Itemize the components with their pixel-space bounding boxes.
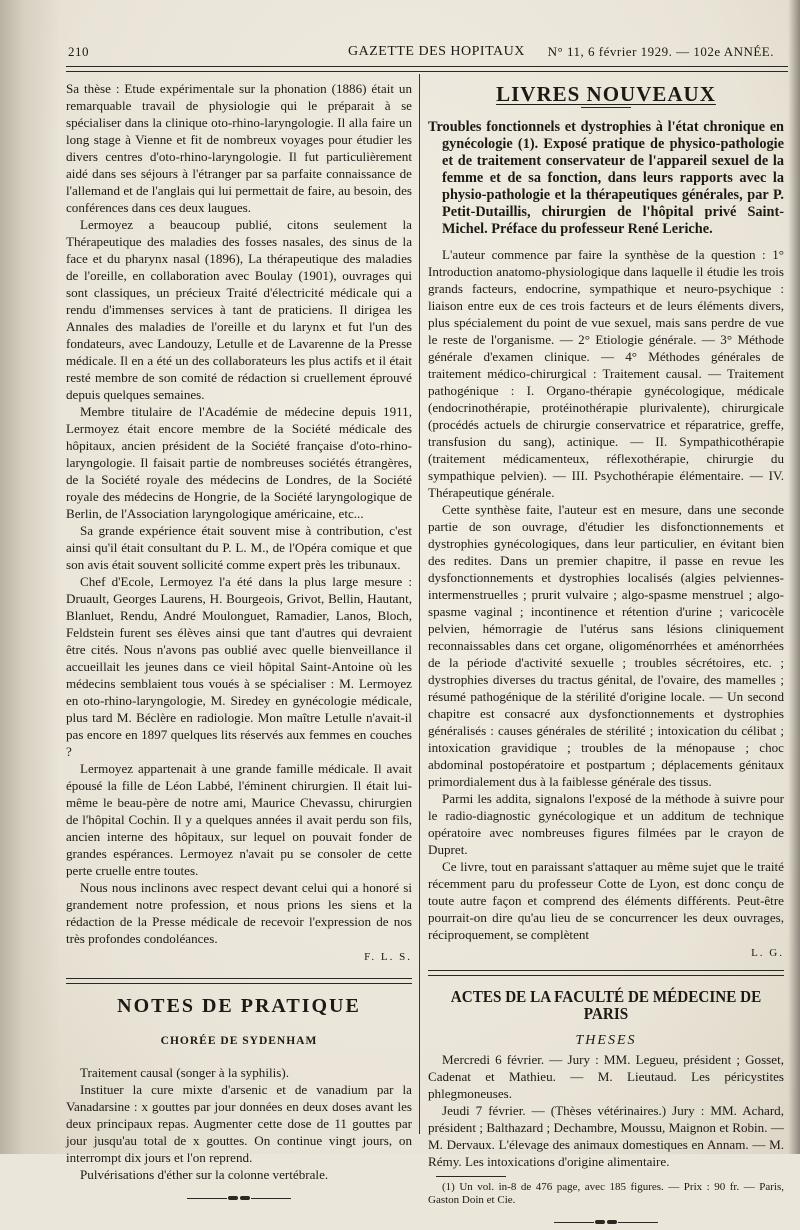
running-head [68,44,788,64]
book-spine-shadow [0,0,60,1154]
theses-label: THESES [575,1033,637,1048]
column-divider [419,74,420,1134]
livres-title: LIVRES NOUVEAUX [496,82,716,106]
book-heading: Troubles fonctionnels et dystrophies à l'état chronique en gynécologie (1). Exposé pratique de physico-pathologie et de traitement conservateur de l'appareil sexuel de la femme et de sa fonction, dans leurs rapports avec la physio-pathologie et la thérapeutiques générales, par P. Petit-Dutaillis, chirurgien de l'hôpital privé Saint-Michel. Préface du professeur René Leriche. [428,119,784,237]
section-rule [66,978,412,984]
article-paragraph: Membre titulaire de l'Académie de médecine depuis 1911, Lermoyez était encore membre de la Société médicale des hôpitaux, ancien président de la Société française d'oto-rhino-laryngologie. Il faisait partie de nombreuses sociétés étrangères, de la Société royale des médecins de Londres, de la Société royale des médecins de Hongrie, de la Société laryngologique de Berlin, de l'Association laryngologique américaine, etc... [66,404,412,521]
left-column [66,80,412,1206]
notes-title: NOTES DE PRATIQUE [117,995,361,1017]
title-ornament [428,107,784,119]
review-paragraph: Ce livre, tout en paraissant s'attaquer au même sujet que le traité récemment paru du professeur Cotte de Lyon, est donc conçu de toute autre façon et comprend des éléments différents. Peut-être pourrait-on dire qu'au lieu de se concurrencer les deux ouvrages, réciproquement, se complètent [428,859,784,942]
page-number: 210 [68,44,89,59]
article-paragraph: Sa thèse : Etude expérimentale sur la phonation (1886) était un remarquable travail de physiologie qui le préparait à se spécialiser dans la clinique oto-rhino-laryngologie. Il alla faire un long stage à Vienne et fit de nombreux voyages pour étudier les divers centres d'oto-rhino-laryngologie. Il fut particulièrement aidé dans ses séjours à l'étranger par sa parfaite connaissance de l'allemand et de l'anglais qui lui permettait de faire, au besoin, des conférences dans ces deux laugues. [66,81,412,215]
article-paragraph: Lermoyez appartenait à une grande famille médicale. Il avait épousé la fille de Léon Labbé, l'éminent chirurgien. Il était lui-même le beau-père de notre ami, Maurice Chevassu, chirurgien de l'hôpital Cochin. Il y a quelques années il avait perdu son fils, ancien interne des hôpitaux, sur lequel on pouvait fonder de grandes espérances. Lermoyez n'avait pu se consoler de cette perte cruelle entre toutes. [66,761,412,878]
article-signature: F. L. S. [364,951,412,963]
right-column [428,80,784,1230]
review-signature: L. G. [751,947,784,959]
journal-title: GAZETTE DES HOPITAUX [348,44,525,59]
footnote: (1) Un vol. in-8 de 476 page, avec 185 figures. — Prix : 90 fr. — Paris, Gaston Doin et Cie. [428,1181,784,1206]
actes-title: ACTES DE LA FACULTÉ DE MÉDECINE DE PARIS [450,987,762,1023]
theses-paragraph: Jeudi 7 février. — (Thèses vétérinaires.) Jury : MM. Achard, président ; Balthazard ; Dechambre, Moussu, Maignon et Robin. — M. Dervaux. L'élevage des animaux domestiques en Annam. — M. Rémy. Les intoxications d'origine alimentaire. [428,1103,784,1169]
review-paragraph: Parmi les addita, signalons l'exposé de la méthode à suivre pour le radio-diagnostic gynécologique et un additum de technique opératoire avec nombreuses figures filmées par le crayon de Dupret. [428,791,784,857]
end-ornament [66,1189,412,1206]
article-paragraph: Chef d'Ecole, Lermoyez l'a été dans la plus large mesure : Druault, Georges Laurens, H. Bourgeois, Grivot, Bellin, Hautant, Blanluet, Rendu, André Moulonguet, Ramadier, Lanos, Bloch, Feldstein furent ses élèves ainsi que tant d'autres qui devraient être cités. Nous n'avons pas oublié avec quelle bienveillance il accueillait les jeunes dans ce vieil hôpital Saint-Antoine où les médecins semblaient tous voués à se spécialiser : M. Lermoyez en oto-rhino-laryngologie, M. Siredey en gynécologie médicale, plus tard M. Béclère en radiologie. Mon maître Letulle n'avait-il pas encore en 1897 quelques lits réservés aux femmes en couches ? [66,574,412,759]
notes-paragraph: Pulvérisations d'éther sur la colonne vertébrale. [80,1167,329,1182]
notes-paragraph: Instituer la cure mixte d'arsenic et de vanadium par la Vanadarsine : x gouttes par jour données en deux doses avant les deux principaux repas. Augmenter cette dose de 11 gouttes par jour jusqu'au total de x gouttes. On continue vingt jours, on interrompt dix jours et l'on reprend. [66,1082,412,1165]
section-rule [428,970,784,976]
theses-paragraph: Mercredi 6 février. — Jury : MM. Legueu, président ; Gosset, Cadenat et Mathieu. — M. Lieutaud. Les péricystites phlegmoneuses. [428,1052,784,1101]
footnote-rule [436,1176,506,1177]
page-edge [788,0,800,1154]
header-rule [66,66,788,72]
review-paragraph: Cette synthèse faite, l'auteur est en mesure, dans une seconde partie de son ouvrage, d'étudier les disfonctionnements et dystrophies gynécologiques, dans leur particulier, en évitant bien des redites. Dans un premier chapitre, il passe en revue les dysfonctionnements et dystrophies localisés (algies pelviennes-intermenstruelles ; prurit vulvaire ; algo-spasme menstruel ; algo-spasme vaginal ; incontinence et rétention d'urine ; varicocèle pelvien, hémorragie de l'utérus sans lésions cliniquement reconnaissables dans cet organe, oligoménorrhées et aménorrhées de la période d'activité sexuelle ; troubles sécrétoires, etc. ; dystrophies diverses du tractus génital, de l'ovaire, des mamelles ; résumé pathogénique de la stérilité d'origine locale. — Un second chapitre est consacré aux dysfonctionnements et dystrophies généralisés : causes générales de stérilité ; intoxication du célibat ; intoxication gravidique ; troubles de la ménopause ; choc abdominal postopératoire et postpartum ; déplacements génitaux primordialement dus à la faiblesse générale des tissus. [428,502,784,789]
notes-subheading: CHORÉE DE SYDENHAM [160,1035,318,1047]
article-paragraph: Sa grande expérience était souvent mise à contribution, c'est ainsi qu'il était consultant du P. L. M., de l'Opéra comique et que son avis était souvent sollicité comme expert près les tribunaux. [66,523,412,572]
article-paragraph: Nous nous inclinons avec respect devant celui qui a honoré si grandement notre profession, et nous prions les siens et la rédaction de la Presse médicale de recevoir l'expression de nos très profondes condoléances. [66,880,412,946]
end-ornament [428,1213,784,1230]
issue-info: N° 11, 6 février 1929. — 102e ANNÉE. [547,44,774,59]
notes-paragraph: Traitement causal (songer à la syphilis). [80,1065,289,1080]
review-paragraph: L'auteur commence par faire la synthèse de la question : 1° Introduction anatomo-physiologique dans laquelle il étudie les trois grands facteurs, endocrine, sympathique et neuro-psychique : liaison entre eux de ces trois facteurs et de leurs éléments divers, plus spécialement du point de vue sexuel, mais sans perdre de vue le reste de l'organisme. — 2° Etiologie générale. — 3° Méthode générale d'examen clinique. — 4° Méthodes générales de traitement médico-chirurgical : Traitement causal. — Traitement pathogénique : I. Organo-thérapie gynécologique, médicale (endocrinothérapie, protéinothérapie plurivalente), chirurgicale (procédés actuels de chirurgie conservatrice et réparatrice, greffe, transfusion du sang), actinique. — II. Sympathicothérapie (traitement médicamenteux, réflexothérapie, chirurgie du sympathique pelvien). — III. Psychothérapie élémentaire. — IV. Thérapeutique générale. [428,247,784,500]
article-paragraph: Lermoyez a beaucoup publié, citons seulement la Thérapeutique des maladies des fosses nasales, des sinus de la face et du pharynx nasal (1896), La thérapeutique des maladies de l'oreille, en collaboration avec Boulay (1901), ouvrages qui sont classiques, un précieux Traité d'électricité médicale qui a rendu d'immenses services à tant de praticiens. Il dirigea les Annales des maladies de l'oreille et du larynx et fut l'un des fondateurs, avec Landouzy, Letulle et de Lavarenne de la Presse médicale. Il en a été un des collaborateurs les plus actifs et il était resté membre de son comité de rédaction si cruellement éprouvé depuis quelques semaines. [66,217,412,402]
